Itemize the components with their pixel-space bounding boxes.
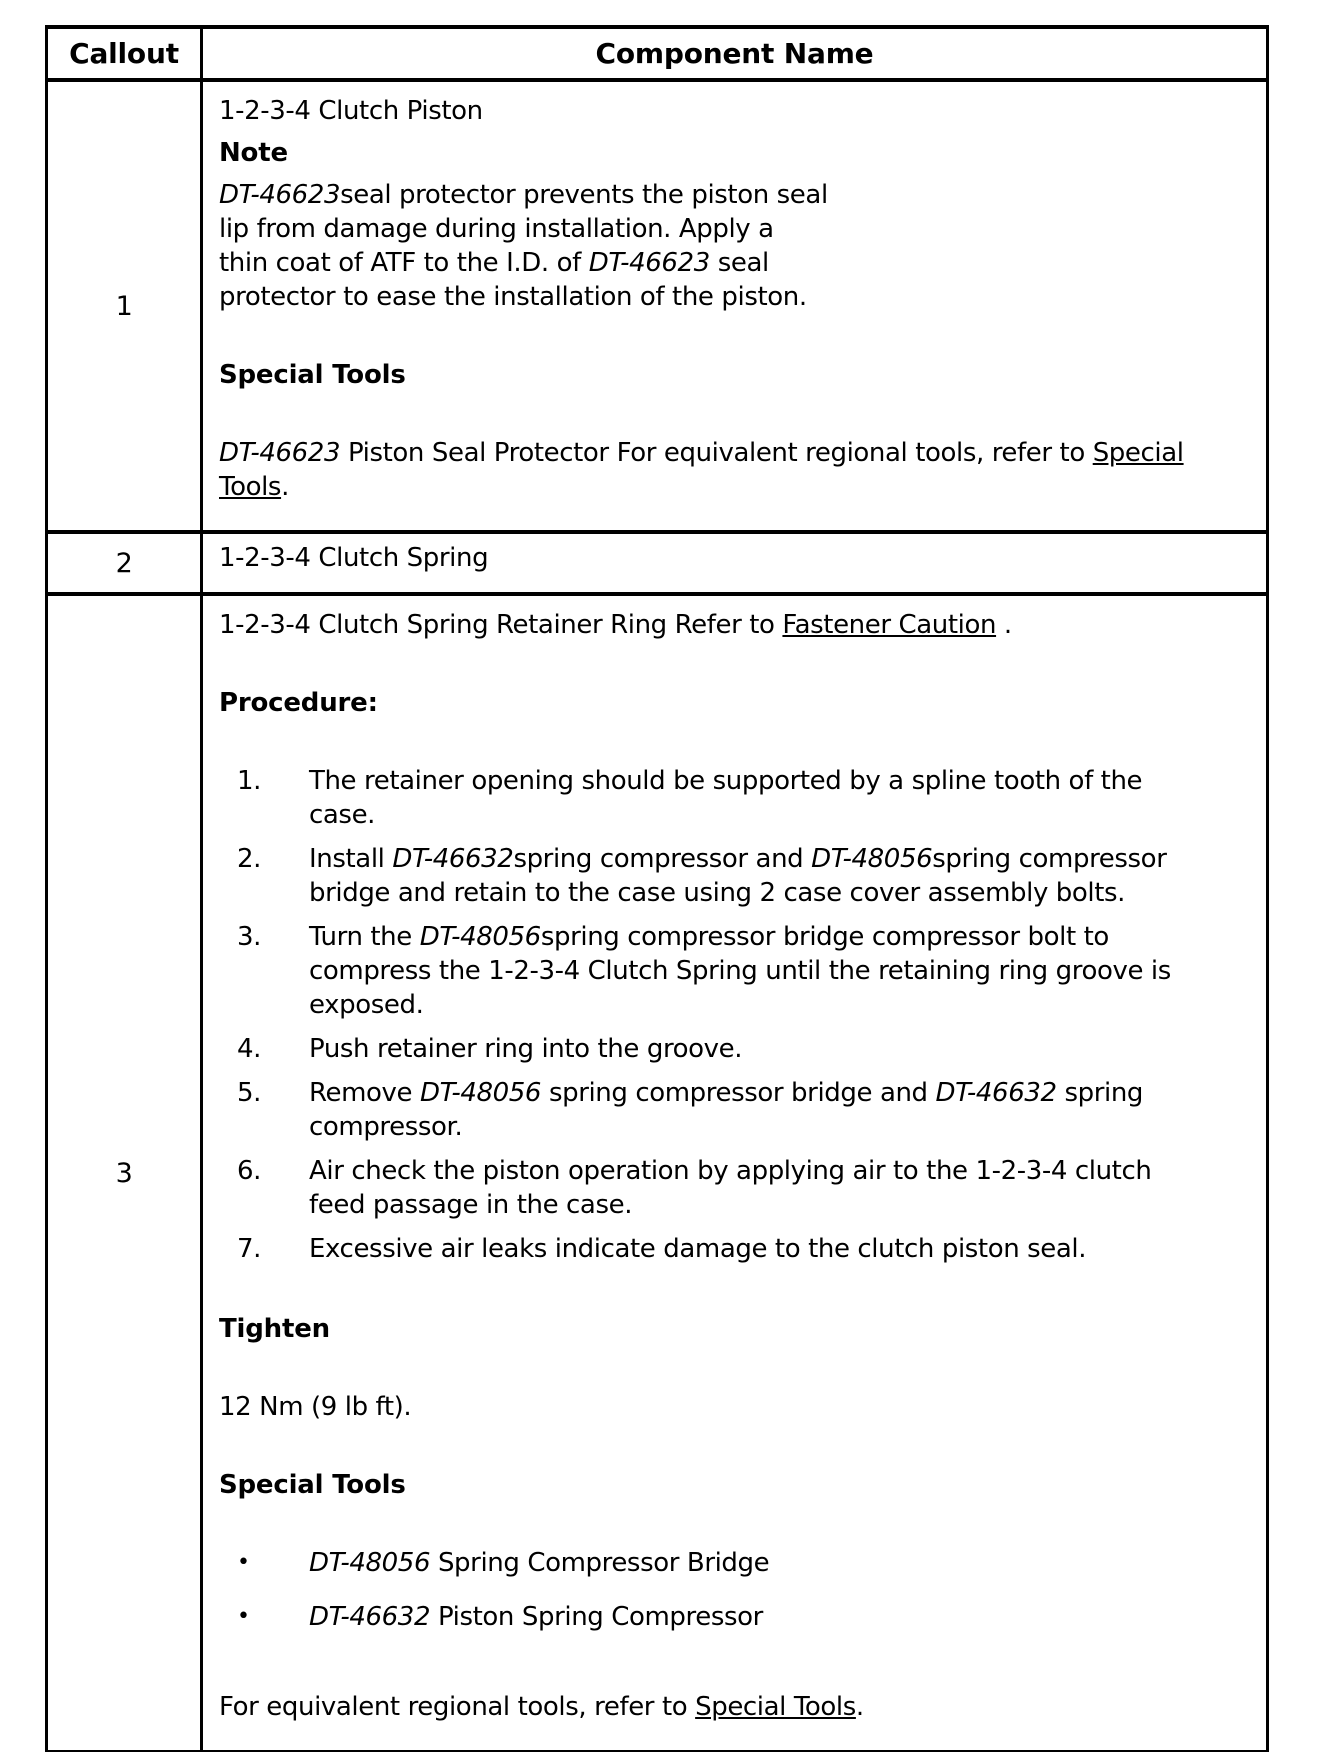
special-tools-link[interactable]: Special Tools [219, 438, 1184, 502]
paragraph [219, 94, 1250, 128]
text-segment: Piston Seal Protector For equivalent regional tools, refer to [340, 438, 1093, 468]
text-segment: spring compressor bridge compressor bolt to compress the 1-2-3-4 Clutch Spring until the retaining ring groove is exposed. [309, 922, 1171, 1020]
text-segment: 1-2-3-4 Clutch Spring [219, 543, 489, 573]
item-text [309, 920, 1189, 1022]
callout-cell: 3 [47, 594, 202, 1752]
special-tools-list [219, 1546, 1250, 1634]
section-heading: Note [219, 138, 288, 168]
paragraph [219, 178, 829, 314]
list-item [219, 764, 1250, 832]
text-segment: spring compressor bridge and [541, 1078, 936, 1108]
section-heading: Special Tools [219, 360, 406, 390]
text-segment: Piston Spring Compressor [430, 1602, 763, 1632]
tool-number-text: DT-46632 [392, 844, 514, 874]
text-segment: . [855, 1692, 864, 1722]
text-segment: Install [309, 844, 393, 874]
text-segment: spring compressor. [309, 1078, 1144, 1142]
list-item [219, 1032, 1250, 1066]
tool-number-text: DT-46623 [219, 438, 341, 468]
item-number: 5. [237, 1078, 262, 1108]
table-row [47, 80, 1268, 532]
text-segment: For equivalent regional tools, refer to [219, 1692, 696, 1722]
section-heading: Tighten [219, 1314, 330, 1344]
table-body [47, 80, 1268, 1752]
text-segment: Air check the piston operation by applying air to the 1-2-3-4 clutch feed passage in the case. [309, 1156, 1152, 1220]
item-text [309, 1232, 1086, 1266]
tool-number-text: DT-46623 [219, 180, 341, 210]
text-segment: spring compressor and [513, 844, 812, 874]
tool-number-text: DT-48056 [419, 922, 541, 952]
bullet-icon: • [237, 1604, 250, 1629]
blank-line [219, 728, 1250, 764]
tool-number-text: DT-48056 [419, 1078, 542, 1108]
bullet-icon: • [237, 1550, 250, 1575]
text-segment: seal protector to ease the installation of the piston. [219, 248, 807, 312]
item-number: 2. [237, 844, 262, 874]
item-number: 7. [237, 1234, 262, 1264]
tool-number-text: DT-46623 [588, 248, 710, 278]
item-number: 4. [237, 1034, 262, 1064]
callout-cell: 2 [47, 532, 202, 594]
text-segment: Excessive air leaks indicate damage to the clutch piston seal. [309, 1234, 1087, 1264]
text-segment: Remove [309, 1078, 420, 1108]
item-text [309, 1032, 742, 1066]
procedure-list [219, 764, 1250, 1266]
list-item [219, 842, 1250, 910]
paragraph [219, 1690, 1250, 1724]
text-segment: 1-2-3-4 Clutch Piston [219, 96, 483, 126]
text-segment: . [281, 472, 289, 502]
list-item [219, 1232, 1250, 1266]
blank-line [219, 1432, 1250, 1468]
section-heading: Procedure: [219, 688, 378, 718]
text-segment: The retainer opening should be supported by a spline tooth of the case. [309, 766, 1143, 830]
text-segment: 1-2-3-4 Clutch Spring Retainer Ring Refer to [219, 610, 783, 640]
list-item [219, 1600, 1250, 1634]
blank-line [219, 1510, 1250, 1546]
tool-number-text: DT-46632 [935, 1078, 1057, 1108]
text-segment: Push retainer ring into the groove. [309, 1034, 743, 1064]
component-cell [202, 594, 1268, 1752]
paragraph [219, 1390, 1250, 1424]
fastener-caution-link[interactable]: Fastener Caution [782, 610, 997, 640]
table-row [47, 532, 1268, 594]
section-heading: Special Tools [219, 1470, 406, 1500]
list-item [219, 920, 1250, 1022]
component-cell [202, 532, 1268, 594]
item-number: 1. [237, 766, 262, 796]
text-segment: Turn the [309, 922, 420, 952]
list-item [219, 1546, 1250, 1580]
callout-component-table [45, 25, 1269, 1752]
item-number: 6. [237, 1156, 262, 1186]
text-segment: seal protector prevents the piston seal lip from damage during installation. Apply a thin coat of ATF to the I.D. of [219, 180, 828, 278]
blank-line [219, 400, 1250, 436]
component-cell [202, 80, 1268, 532]
text-segment: 12 Nm (9 lb ft). [219, 1392, 412, 1422]
callout-cell: 1 [47, 80, 202, 532]
blank-line [219, 1354, 1250, 1390]
table-header-row [47, 27, 1268, 80]
table-row [47, 594, 1268, 1752]
tool-number-text: DT-48056 [309, 1548, 431, 1578]
component-name-column-header: Component Name [202, 27, 1268, 80]
item-text [309, 1600, 763, 1634]
item-text [309, 1076, 1189, 1144]
blank-line [219, 1654, 1250, 1690]
paragraph [219, 436, 1250, 504]
list-item [219, 1154, 1250, 1222]
tool-number-text: DT-48056 [811, 844, 933, 874]
blank-line [219, 322, 1250, 358]
item-text [309, 1546, 769, 1580]
paragraph [219, 541, 1250, 575]
item-text [309, 764, 1189, 832]
text-segment: . [996, 610, 1012, 640]
item-text [309, 1154, 1189, 1222]
blank-line [219, 650, 1250, 686]
item-number: 3. [237, 922, 262, 952]
paragraph [219, 608, 1250, 642]
special-tools-link[interactable]: Special Tools [695, 1692, 856, 1722]
text-segment: Spring Compressor Bridge [430, 1548, 770, 1578]
item-text [309, 842, 1189, 910]
text-segment: spring compressor bridge and retain to the case using 2 case cover assembly bolts. [309, 844, 1167, 908]
list-item [219, 1076, 1250, 1144]
callout-column-header: Callout [47, 27, 202, 80]
blank-line [219, 1276, 1250, 1312]
tool-number-text: DT-46632 [309, 1602, 431, 1632]
